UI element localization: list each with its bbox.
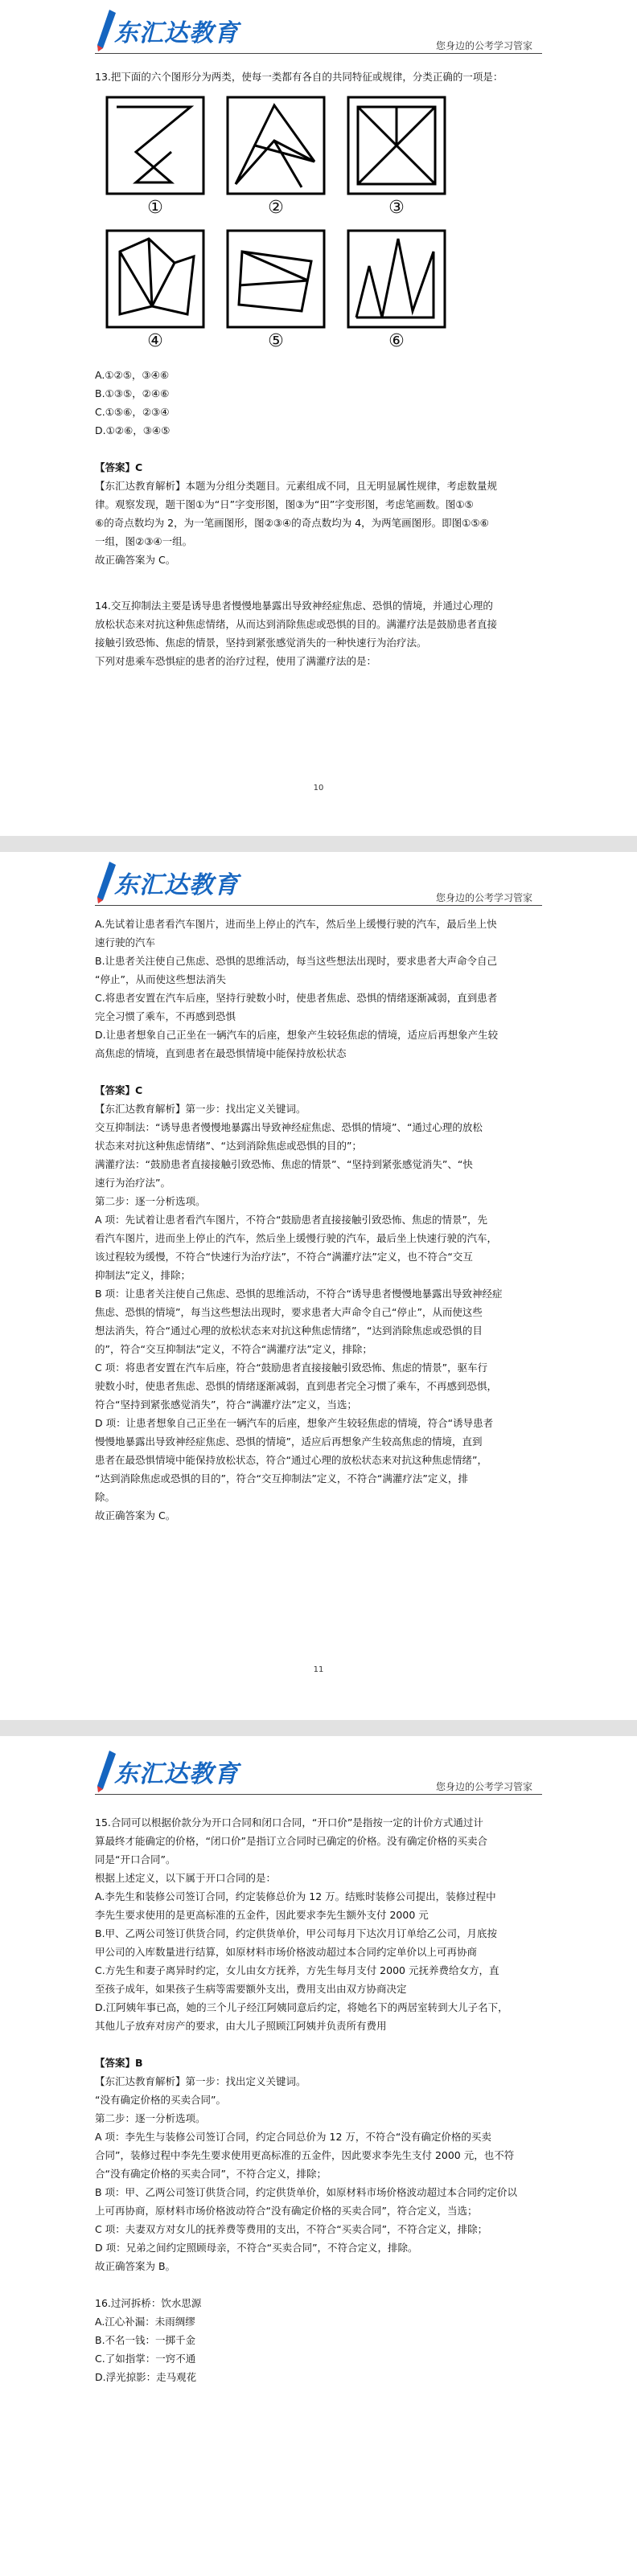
analysis-line: 符合“坚持到紧张感觉消失”，符合“满灌疗法”定义，当选； [95, 1399, 357, 1411]
header-slogan: 您身边的公考学习管家 [435, 40, 532, 51]
question-14-line: 接触引致恐怖、焦虑的情景，坚持到紧张感觉消失的一种快速行为治疗法。 [95, 637, 427, 649]
figure-5-drawing [224, 227, 327, 330]
option-line: D.让患者想象自己正坐在一辆汽车的后座，想象产生较轻焦虑的情境，适应后再想象产生较 [95, 1029, 499, 1041]
page-header [0, 852, 637, 912]
option-c: C.①⑤⑥，②③④ [95, 406, 170, 418]
analysis-line: 一组，图②③④一组。 [95, 535, 193, 547]
page-gap [0, 836, 637, 852]
figure-grid [95, 94, 542, 353]
answer-14: 【答案】C [95, 1084, 143, 1096]
analysis-line: 患者在最恐惧情境中能保持放松状态，符合“通过心理的放松状态来对抗这种焦虑情绪”， [95, 1454, 487, 1466]
logo-text: 东汇达教育 [114, 871, 239, 899]
question-13: 13.把下面的六个图形分为两类，使每一类都有各自的共同特征或规律，分类正确的一项是： [95, 71, 503, 83]
option-line: C.将患者安置在汽车后座，坚持行驶数小时，使患者焦虑、恐惧的情绪逐渐减弱，直到患者 [95, 992, 498, 1004]
question-15-line: 同是“开口合同”。 [95, 1853, 176, 1865]
analysis-line: 该过程较为缓慢，不符合“快速行为治疗法”，不符合“满灌疗法”定义，也不符合“交互 [95, 1251, 473, 1263]
option-a: A.①②⑤，③④⑥ [95, 369, 170, 381]
question-15-line: 甲公司的入库数量进行结算，如原材料市场价格波动超过本合同约定单价以上可再协商 [95, 1946, 478, 1958]
question-15-line: B.甲、乙两公司签订供货合同，约定供货单价，甲公司每月下达次月订单给乙公司，月底按 [95, 1927, 498, 1939]
analysis-line: 【东汇达教育解析】第一步：找出定义关键词。 [95, 2075, 306, 2087]
logo-text: 东汇达教育 [114, 19, 239, 47]
analysis-line: B 项：甲、乙两公司签订供货合同，约定供货单价，如原材料市场价格波动超过本合同约定价以 [95, 2186, 518, 2198]
document-page-1 [0, 0, 637, 836]
figure-1 [95, 94, 216, 219]
analysis-line: D 项：兄弟之间约定照顾母亲，不符合“买卖合同”，不符合定义，排除。 [95, 2242, 418, 2254]
question-16-line: B.不名一钱：一掷千金 [95, 2334, 196, 2346]
page-header [0, 1741, 637, 1801]
question-15-line: 其他儿子放弃对房产的要求，由大儿子照顾江阿姨并负责所有费用 [95, 2020, 387, 2032]
analysis-line: 交互抑制法：“诱导患者慢慢地暴露出导致神经症焦虑、恐惧的情境”、“通过心理的放松 [95, 1121, 483, 1133]
analysis-line: “达到消除焦虑或恐惧的目的”，符合“交互抑制法”定义，不符合“满灌疗法”定义，排 [95, 1472, 468, 1485]
figure-3-drawing [345, 94, 448, 197]
analysis-line: 上可再协商，原材料市场价格波动符合“没有确定价格的买卖合同”，符合定义，当选； [95, 2205, 478, 2217]
analysis-line: 合同”，装修过程中李先生要求使用更高标准的五金件，因此要求李先生支付 2000 元，也不符 [95, 2149, 515, 2161]
analysis-line: 【东汇达教育解析】第一步：找出定义关键词。 [95, 1103, 306, 1115]
figure-6-drawing [345, 227, 448, 330]
question-16-line: 16.过河拆桥：饮水思源 [95, 2297, 202, 2309]
analysis-line: 抑制法”定义，排除； [95, 1269, 191, 1281]
analysis-line: 焦虑、恐惧的情境”，每当这些想法出现时，要求患者大声命令自己“停止”，从而使这些 [95, 1306, 483, 1318]
option-line: 高焦虑的情境，直到患者在最恐惧情境中能保持放松状态 [95, 1047, 347, 1059]
analysis-line: C 项：夫妻双方对女儿的抚养费等费用的支出，不符合“买卖合同”，不符合定义，排除； [95, 2223, 488, 2235]
question-15-line: D.江阿姨年事已高，她的三个儿子经江阿姨同意后约定，将她名下的两居室转到大儿子名下， [95, 2001, 508, 2013]
question-14-line: 放松状态来对抗这种焦虑情绪，从而达到消除焦虑或恐惧的目的。满灌疗法是鼓励患者直接 [95, 618, 498, 630]
option-b: B.①③⑤，②④⑥ [95, 387, 170, 399]
analysis-line: 的”，符合“交互抑制法”定义，不符合“满灌疗法”定义，排除； [95, 1343, 372, 1355]
analysis-line: 合“没有确定价格的买卖合同”，不符合定义，排除； [95, 2168, 327, 2180]
analysis-line: B 项：让患者关注使自己焦虑、恐惧的思维活动，不符合“诱导患者慢慢地暴露出导致神经症 [95, 1288, 503, 1300]
brand-logo [95, 8, 280, 50]
figure-4-drawing [104, 227, 207, 330]
figure-2-label: ② [268, 198, 284, 218]
analysis-line: D 项：让患者想象自己正坐在一辆汽车的后座，想象产生较轻焦虑的情境，符合“诱导患者 [95, 1417, 494, 1429]
question-15-line: 李先生要求使用的是更高标准的五金件，因此要求李先生额外支付 2000 元 [95, 1909, 429, 1921]
brand-logo [95, 1749, 280, 1791]
figure-5-label: ⑤ [268, 331, 284, 351]
question-15-line: 算最终才能确定的价格，“闭口价”是指订立合同时已确定的价格。没有确定价格的买卖合 [95, 1835, 487, 1847]
figure-6-label: ⑥ [388, 331, 405, 351]
question-14-line: 14.交互抑制法主要是诱导患者慢慢地暴露出导致神经症焦虑、恐惧的情境，并通过心理的 [95, 600, 493, 612]
question-15-line: 至孩子成年，如果孩子生病等需要额外支出，费用支出由双方协商决定 [95, 1983, 407, 1995]
logo-text: 东汇达教育 [114, 1760, 239, 1788]
figure-2-drawing [224, 94, 327, 197]
figure-2 [216, 94, 336, 219]
header-slogan: 您身边的公考学习管家 [435, 892, 532, 903]
analysis-line: 故正确答案为 C。 [95, 554, 176, 566]
analysis-line: A 项：李先生与装修公司签订合同，约定合同总价为 12 万，不符合“没有确定价格的买卖 [95, 2131, 491, 2143]
figure-3-label: ③ [388, 198, 405, 218]
header-divider [95, 1794, 542, 1795]
analysis-line: “没有确定价格的买卖合同”。 [95, 2094, 226, 2106]
header-divider [95, 53, 542, 54]
document-page-3 [0, 1736, 637, 2576]
analysis-line: 第二步：逐一分析选项。 [95, 2112, 206, 2124]
option-line: A.先试着让患者看汽车图片，进而坐上停止的汽车，然后坐上缓慢行驶的汽车，最后坐上快 [95, 918, 497, 930]
answer-15: 【答案】B [95, 2057, 143, 2069]
analysis-line: 看汽车图片，进而坐上停止的汽车，然后坐上缓慢行驶的汽车，最后坐上快速行驶的汽车， [95, 1232, 498, 1244]
question-15-line: A.李先生和装修公司签订合同，约定装修总价为 12 万。结账时装修公司提出，装修过程中 [95, 1890, 496, 1902]
figure-5 [216, 227, 336, 353]
analysis-line: 满灌疗法：“鼓励患者直接接触引致恐怖、焦虑的情景”、“坚持到紧张感觉消失”、“快 [95, 1158, 473, 1170]
option-line: 速行驶的汽车 [95, 936, 156, 948]
header-slogan: 您身边的公考学习管家 [435, 1781, 532, 1792]
analysis-line: 律。观察发现，题干图①为“日”字变形图，图③为“田”字变形图，考虑笔画数。图①⑤ [95, 498, 474, 510]
option-line: 完全习惯了乘车，不再感到恐惧 [95, 1010, 236, 1022]
page-body [95, 1813, 542, 2386]
analysis-line: 除。 [95, 1491, 116, 1503]
figure-6 [336, 227, 457, 353]
page-gap [0, 1720, 637, 1736]
analysis-line: A 项：先试着让患者看汽车图片，不符合“鼓励患者直接接触引致恐怖、焦虑的情景”，先 [95, 1214, 487, 1226]
question-16-line: D.浮光掠影：走马观花 [95, 2371, 197, 2383]
option-d: D.①②⑥，③④⑤ [95, 424, 171, 436]
analysis-line: 故正确答案为 B。 [95, 2260, 176, 2272]
question-15-line: 根据上述定义，以下属于开口合同的是： [95, 1872, 277, 1884]
answer-13: 【答案】C [95, 461, 143, 473]
question-16-line: C.了如指掌：一窍不通 [95, 2353, 196, 2365]
question-14-line: 下列对患乘车恐惧症的患者的治疗过程，使用了满灌疗法的是： [95, 655, 377, 667]
document-page-2 [0, 852, 637, 1720]
question-15-line: C.方先生和妻子离异时约定，女儿由女方抚养，方先生每月支付 2000 元抚养费给女方，直 [95, 1964, 499, 1976]
page-body [95, 915, 542, 1525]
header-divider [95, 905, 542, 906]
option-line: B.让患者关注使自己焦虑、恐惧的思维活动，每当这些想法出现时，要求患者大声命令自己 [95, 955, 498, 967]
analysis-line: 状态来对抗这种焦虑情绪”、“达到消除焦虑或恐惧的目的”； [95, 1140, 362, 1152]
analysis-line: 故正确答案为 C。 [95, 1509, 176, 1521]
page-header [0, 0, 637, 60]
page-number: 11 [313, 1665, 324, 1674]
analysis-line: 慢慢地暴露出导致神经症焦虑、恐惧的情境”，适应后再想象产生较高焦虑的情境，直到 [95, 1435, 483, 1448]
figure-1-drawing [104, 94, 207, 197]
analysis-line: ⑥的奇点数均为 2，为一笔画图形，图②③④的奇点数均为 4，为两笔画图形。即图①⑤⑥ [95, 517, 489, 529]
figure-1-label: ① [147, 198, 163, 218]
analysis-line: C 项：将患者安置在汽车后座，符合“鼓励患者直接接触引致恐怖、焦虑的情景”，驱车行 [95, 1362, 488, 1374]
analysis-line: 第二步：逐一分析选项。 [95, 1195, 206, 1207]
analysis-line: 【东汇达教育解析】本题为分组分类题目。元素组成不同，且无明显属性规律，考虑数量规 [95, 480, 498, 492]
page-number: 10 [313, 784, 324, 792]
question-15-line: 15.合同可以根据价款分为开口合同和闭口合同，“开口价”是指按一定的计价方式通过计 [95, 1816, 483, 1829]
option-line: “停止”，从而使这些想法消失 [95, 973, 226, 985]
figure-4-label: ④ [147, 331, 163, 351]
brand-logo [95, 860, 280, 902]
analysis-line: 速行为治疗法”。 [95, 1177, 171, 1189]
figure-3 [336, 94, 457, 219]
analysis-line: 想法消失，符合“通过心理的放松状态来对抗这种焦虑情绪”，“达到消除焦虑或恐惧的目 [95, 1325, 483, 1337]
page-body [95, 68, 542, 670]
figure-4 [95, 227, 216, 353]
question-16-line: A.江心补漏：未雨绸缪 [95, 2316, 195, 2328]
analysis-line: 驶数小时，使患者焦虑、恐惧的情绪逐渐减弱，直到患者完全习惯了乘车，不再感到恐惧， [95, 1380, 498, 1392]
